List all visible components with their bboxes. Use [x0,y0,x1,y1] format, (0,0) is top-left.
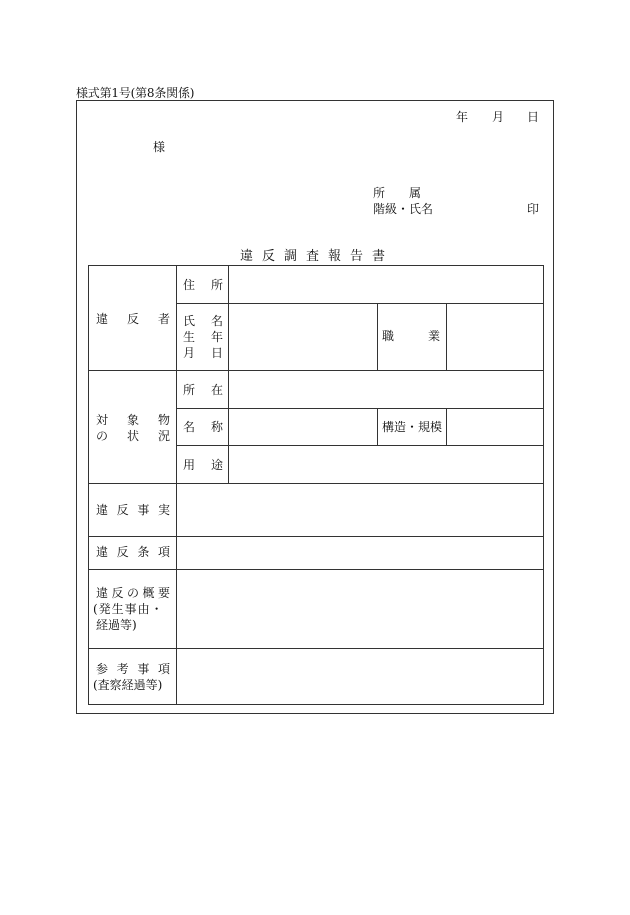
summary-label-line2: (発生事由・ [93,602,164,616]
address-label: 住 所 [183,278,223,292]
report-title: 違反調査報告書 [240,249,395,264]
report-table [88,265,544,705]
birth-label-line2: 月 日 [183,346,223,360]
summary-label-line3: 経過等) [96,618,137,632]
date-year: 年 [456,110,469,124]
target-name-label: 名 称 [183,420,223,434]
rank-name-label: 階級・氏名 [373,202,434,216]
date-month: 月 [492,110,505,124]
addressee-suffix: 様 [153,140,166,154]
target-header-line1: 対 象 物 [96,413,170,427]
location-label: 所 在 [183,383,223,397]
violation-facts-label: 違 反 事 実 [96,503,170,517]
reference-label-line2: (査察経過等) [93,678,163,692]
birth-label-line1: 生 年 [183,330,223,344]
violation-articles-label: 違 反 条 項 [96,545,170,559]
name-label: 氏 名 [183,314,223,328]
reference-label-line1: 参 考 事 項 [96,662,170,676]
form-caption: 様式第1号(第8条関係) [76,86,195,100]
affiliation-label: 所 属 [373,186,422,200]
summary-label-line1: 違 反 の 概 要 [96,586,170,600]
use-label: 用 途 [183,458,223,472]
date-day: 日 [527,110,540,124]
occupation-label: 職 業 [382,329,440,343]
structure-label: 構造・規模 [382,420,443,434]
violator-header: 違 反 者 [96,312,170,326]
target-header-line2: の 状 況 [96,429,170,443]
seal-label: 印 [527,202,540,216]
